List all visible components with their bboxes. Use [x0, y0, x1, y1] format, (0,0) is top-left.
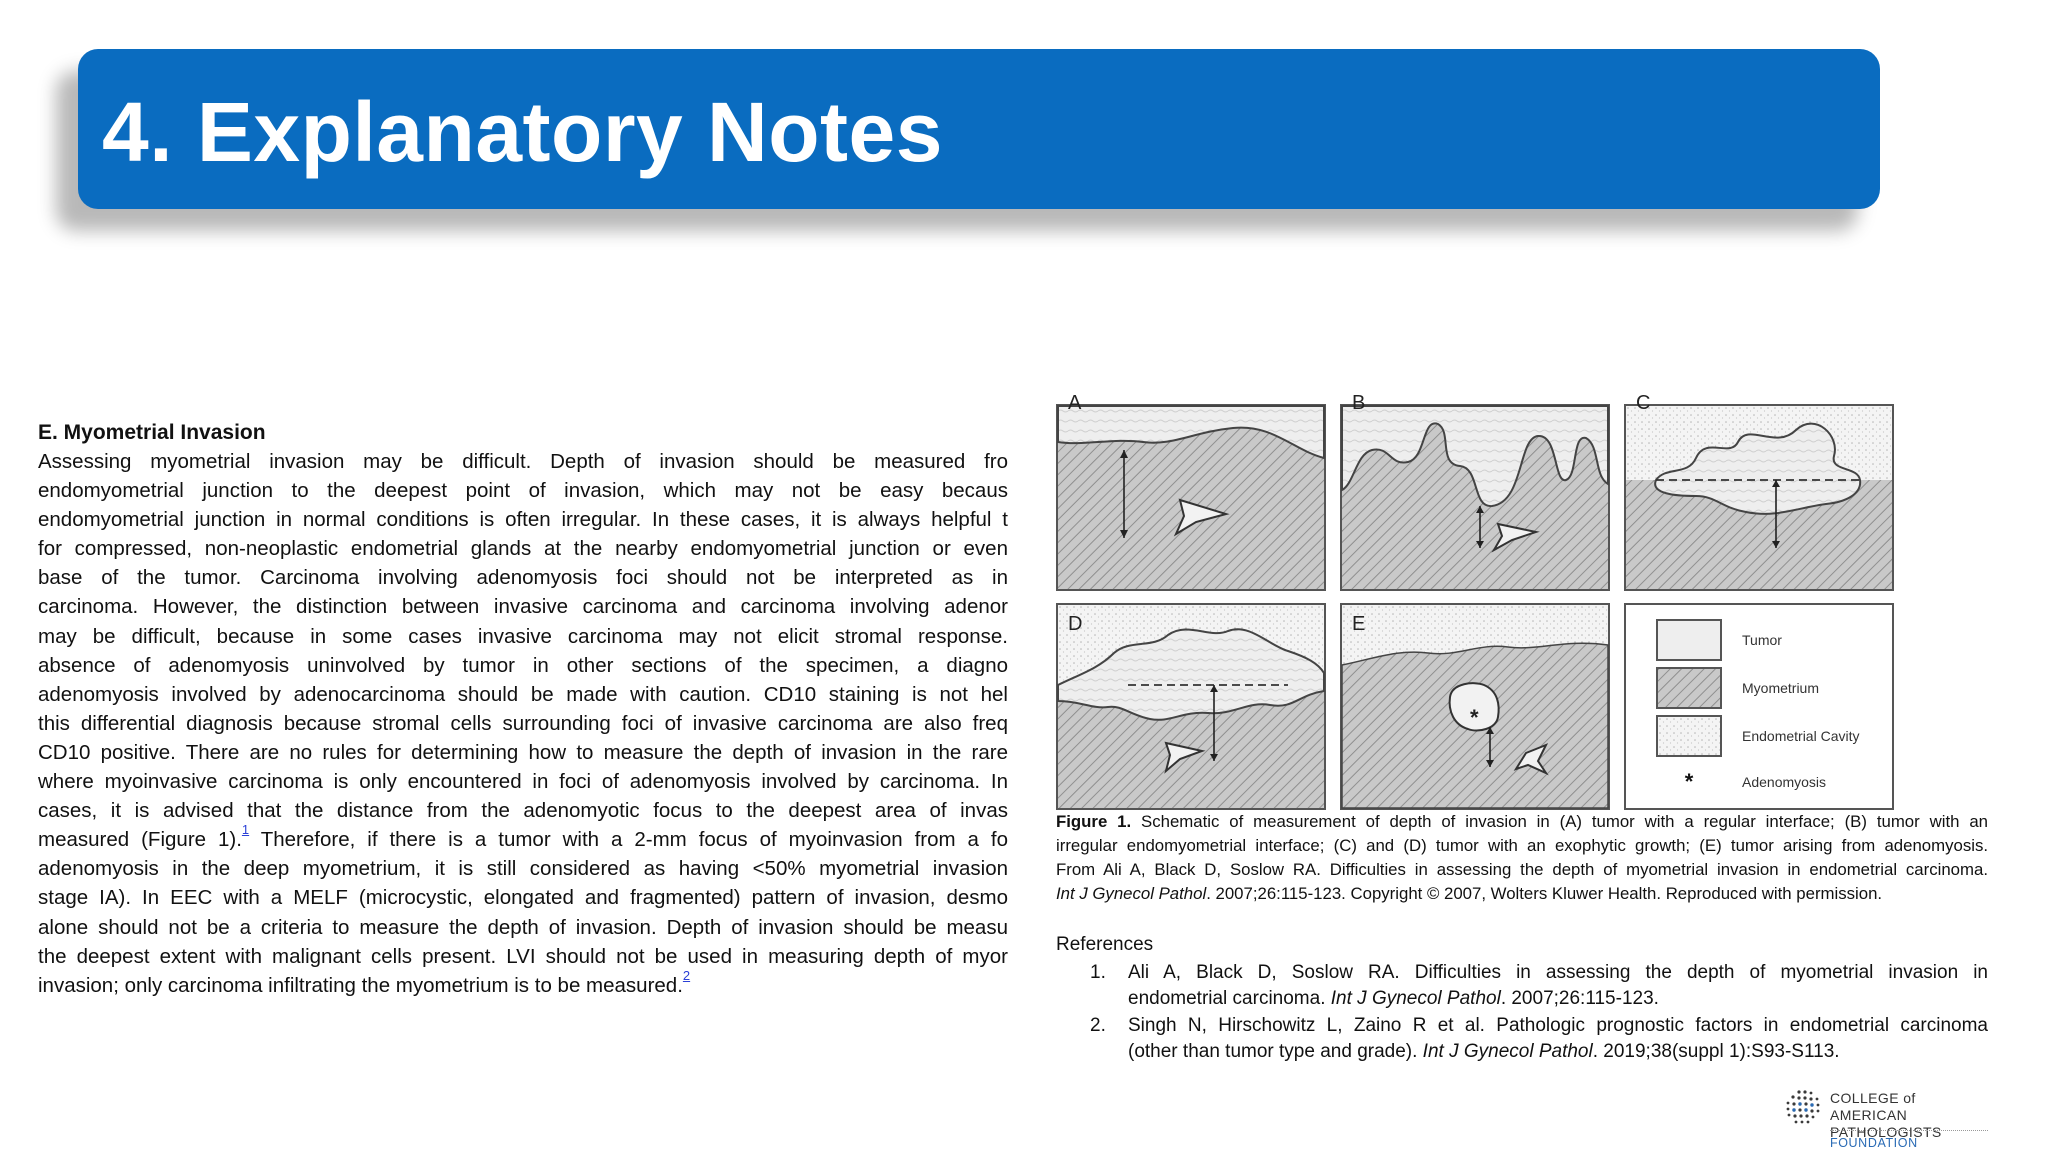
reference-text: (other than tumor type and grade).: [1128, 1041, 1423, 1062]
reference-number: 2.: [1090, 1014, 1106, 1036]
myometrial-invasion-text: [38, 418, 1008, 1008]
reference-link-1[interactable]: 1: [241, 822, 250, 838]
legend-swatch-tumor: [1656, 619, 1722, 661]
legend-label: Adenomyosis: [1742, 774, 1827, 790]
legend-item-endometrial-cavity: [1656, 715, 1860, 757]
text-line-with-reference: [38, 822, 1008, 854]
reference-line: [1128, 986, 1988, 1013]
reference-link-2[interactable]: 2: [682, 967, 691, 983]
text-line: endomyometrial junction to the deepest point of invasion, which may not be easy becaus: [38, 479, 1008, 503]
section-heading: E. Myometrial Invasion: [38, 421, 266, 444]
reference-journal: Int J Gynecol Pathol: [1422, 1041, 1593, 1062]
legend-swatch-cavity: [1656, 715, 1722, 757]
figure-panel-a: [1056, 392, 1326, 591]
text-line: endomyometrial junction in normal conditions is often irregular. In these cases, it is always helpful t: [38, 508, 1008, 532]
legend-item-tumor: [1656, 619, 1782, 661]
figure-panel-c: [1624, 392, 1894, 591]
panel-label-c: C: [1636, 392, 1651, 414]
text-line: stage IA). In EEC with a MELF (microcystic, elongated and fragmented) pattern of invasion, desmo: [38, 886, 1008, 910]
page-title: 4. Explanatory Notes: [102, 85, 943, 179]
text-line: cases, it is advised that the distance from the adenomyotic focus to the deepest area of invas: [38, 799, 1008, 823]
references: [1056, 932, 1988, 1066]
text-line: CD10 positive. There are no rules for determining how to measure the depth of invasion in the rare: [38, 740, 1008, 764]
logo-divider: [1830, 1130, 1988, 1131]
logo-line-2: PATHOLOGISTS: [1830, 1124, 1942, 1140]
panel-label-d: D: [1068, 613, 1083, 635]
reference-line: Singh N, Hirschowitz L, Zaino R et al. Pathologic prognostic factors in endometrial carcinoma: [1128, 1014, 1988, 1036]
legend-star-icon: *: [1684, 769, 1694, 794]
figure-panel-e: [1340, 603, 1610, 810]
legend-swatch-myometrium: [1656, 667, 1722, 709]
reference-item: [1056, 1013, 1988, 1066]
figure-panel-b: [1340, 392, 1610, 591]
text-line: the deepest extent with malignant cells present. LVI should not be used in measuring depth of myor: [38, 944, 1008, 968]
reference-line: Ali A, Black D, Soslow RA. Difficulties in assessing the depth of myometrial invasion in: [1128, 961, 1988, 983]
text-line: for compressed, non-neoplastic endometrial glands at the nearby endomyometrial junction or even: [38, 537, 1008, 561]
text-fragment: invasion; only carcinoma infiltrating the myometrium is to be measured.: [38, 973, 683, 997]
caption-text: . 2007;26:115-123. Copyright © 2007, Wolters Kluwer Health. Reproduced with permission.: [1206, 884, 1883, 903]
text-line: Assessing myometrial invasion may be difficult. Depth of invasion should be measured fro: [38, 450, 1008, 473]
legend-label: Myometrium: [1742, 680, 1820, 696]
legend-item-adenomyosis: [1656, 763, 1826, 801]
panel-label-e: E: [1352, 613, 1366, 635]
text-line: this differential diagnosis because stromal cells surrounding foci of invasive carcinoma are also freq: [38, 711, 1008, 735]
text-line: carcinoma. However, the distinction between invasive carcinoma and carcinoma involving adenor: [38, 595, 1008, 619]
figure-1: [1053, 392, 1901, 808]
logo-line-1: COLLEGE of AMERICAN: [1830, 1090, 1916, 1123]
panel-label-a: A: [1068, 392, 1082, 414]
logo-foundation-text: FOUNDATION: [1830, 1136, 1918, 1150]
cap-dots-logo-icon: [1785, 1089, 1821, 1125]
text-line: alone should not be a criteria to measure the depth of invasion. Depth of invasion should be measu: [38, 915, 1008, 939]
caption-label: Figure 1.: [1056, 812, 1132, 831]
text-fragment: measured (Figure 1).: [38, 828, 242, 852]
figure-caption: [1056, 810, 1988, 906]
caption-line: [1056, 882, 1988, 906]
caption-line: From Ali A, Black D, Soslow RA. Difficulties in assessing the depth of myometrial invasion in endometrial carcinoma.: [1056, 860, 1988, 879]
text-line: adenomyosis in the deep myometrium, it is still considered as having <50% myometrial invasion: [38, 857, 1008, 881]
reference-item: [1056, 960, 1988, 1013]
reference-text: . 2007;26:115-123.: [1500, 988, 1659, 1009]
caption-line: irregular endomyometrial interface; (C) and (D) tumor with an exophytic growth; (E) tumor arising from adenomyosis.: [1056, 836, 1988, 855]
text-line-with-reference: [38, 967, 1008, 1000]
reference-text: . 2019;38(suppl 1):S93-S113.: [1592, 1041, 1840, 1062]
caption-text: Schematic of measurement of depth of invasion in (A) tumor with a regular interface; (B) tumor with an: [1131, 812, 1988, 831]
adenomyosis-star: *: [1470, 705, 1479, 730]
title-banner: [78, 49, 1880, 209]
text-line: base of the tumor. Carcinoma involving adenomyosis foci should not be interpreted as in: [38, 566, 1008, 590]
caption-line: [1056, 810, 1988, 834]
reference-number: 1.: [1090, 961, 1106, 983]
text-line: where myoinvasive carcinoma is only encountered in foci of adenomyosis involved by carcinoma. In: [38, 770, 1008, 794]
legend-item-myometrium: [1656, 667, 1819, 709]
caption-journal: Int J Gynecol Pathol: [1056, 884, 1207, 903]
text-line: may be difficult, because in some cases invasive carcinoma may not elicit stromal response.: [38, 624, 1008, 648]
text-line: absence of adenomyosis uninvolved by tumor in other sections of the specimen, a diagno: [38, 653, 1008, 677]
legend-label: Endometrial Cavity: [1742, 728, 1860, 744]
reference-line: [1128, 1039, 1988, 1066]
figure-panel-d: [1056, 603, 1326, 810]
text-fragment: Therefore, if there is a tumor with a 2-mm focus of myoinvasion from a fo: [249, 828, 1008, 852]
text-line: adenomyosis involved by adenocarcinoma should be made with caution. CD10 staining is not hel: [38, 682, 1008, 706]
logo-text: [1830, 1090, 1995, 1141]
panel-label-b: B: [1352, 392, 1366, 414]
reference-journal: Int J Gynecol Pathol: [1330, 988, 1501, 1009]
references-heading: References: [1056, 934, 1154, 955]
cap-foundation-logo: [1785, 1088, 1995, 1148]
legend-label: Tumor: [1742, 632, 1782, 648]
reference-text: endometrial carcinoma.: [1128, 988, 1331, 1009]
figure-legend: [1624, 603, 1894, 810]
